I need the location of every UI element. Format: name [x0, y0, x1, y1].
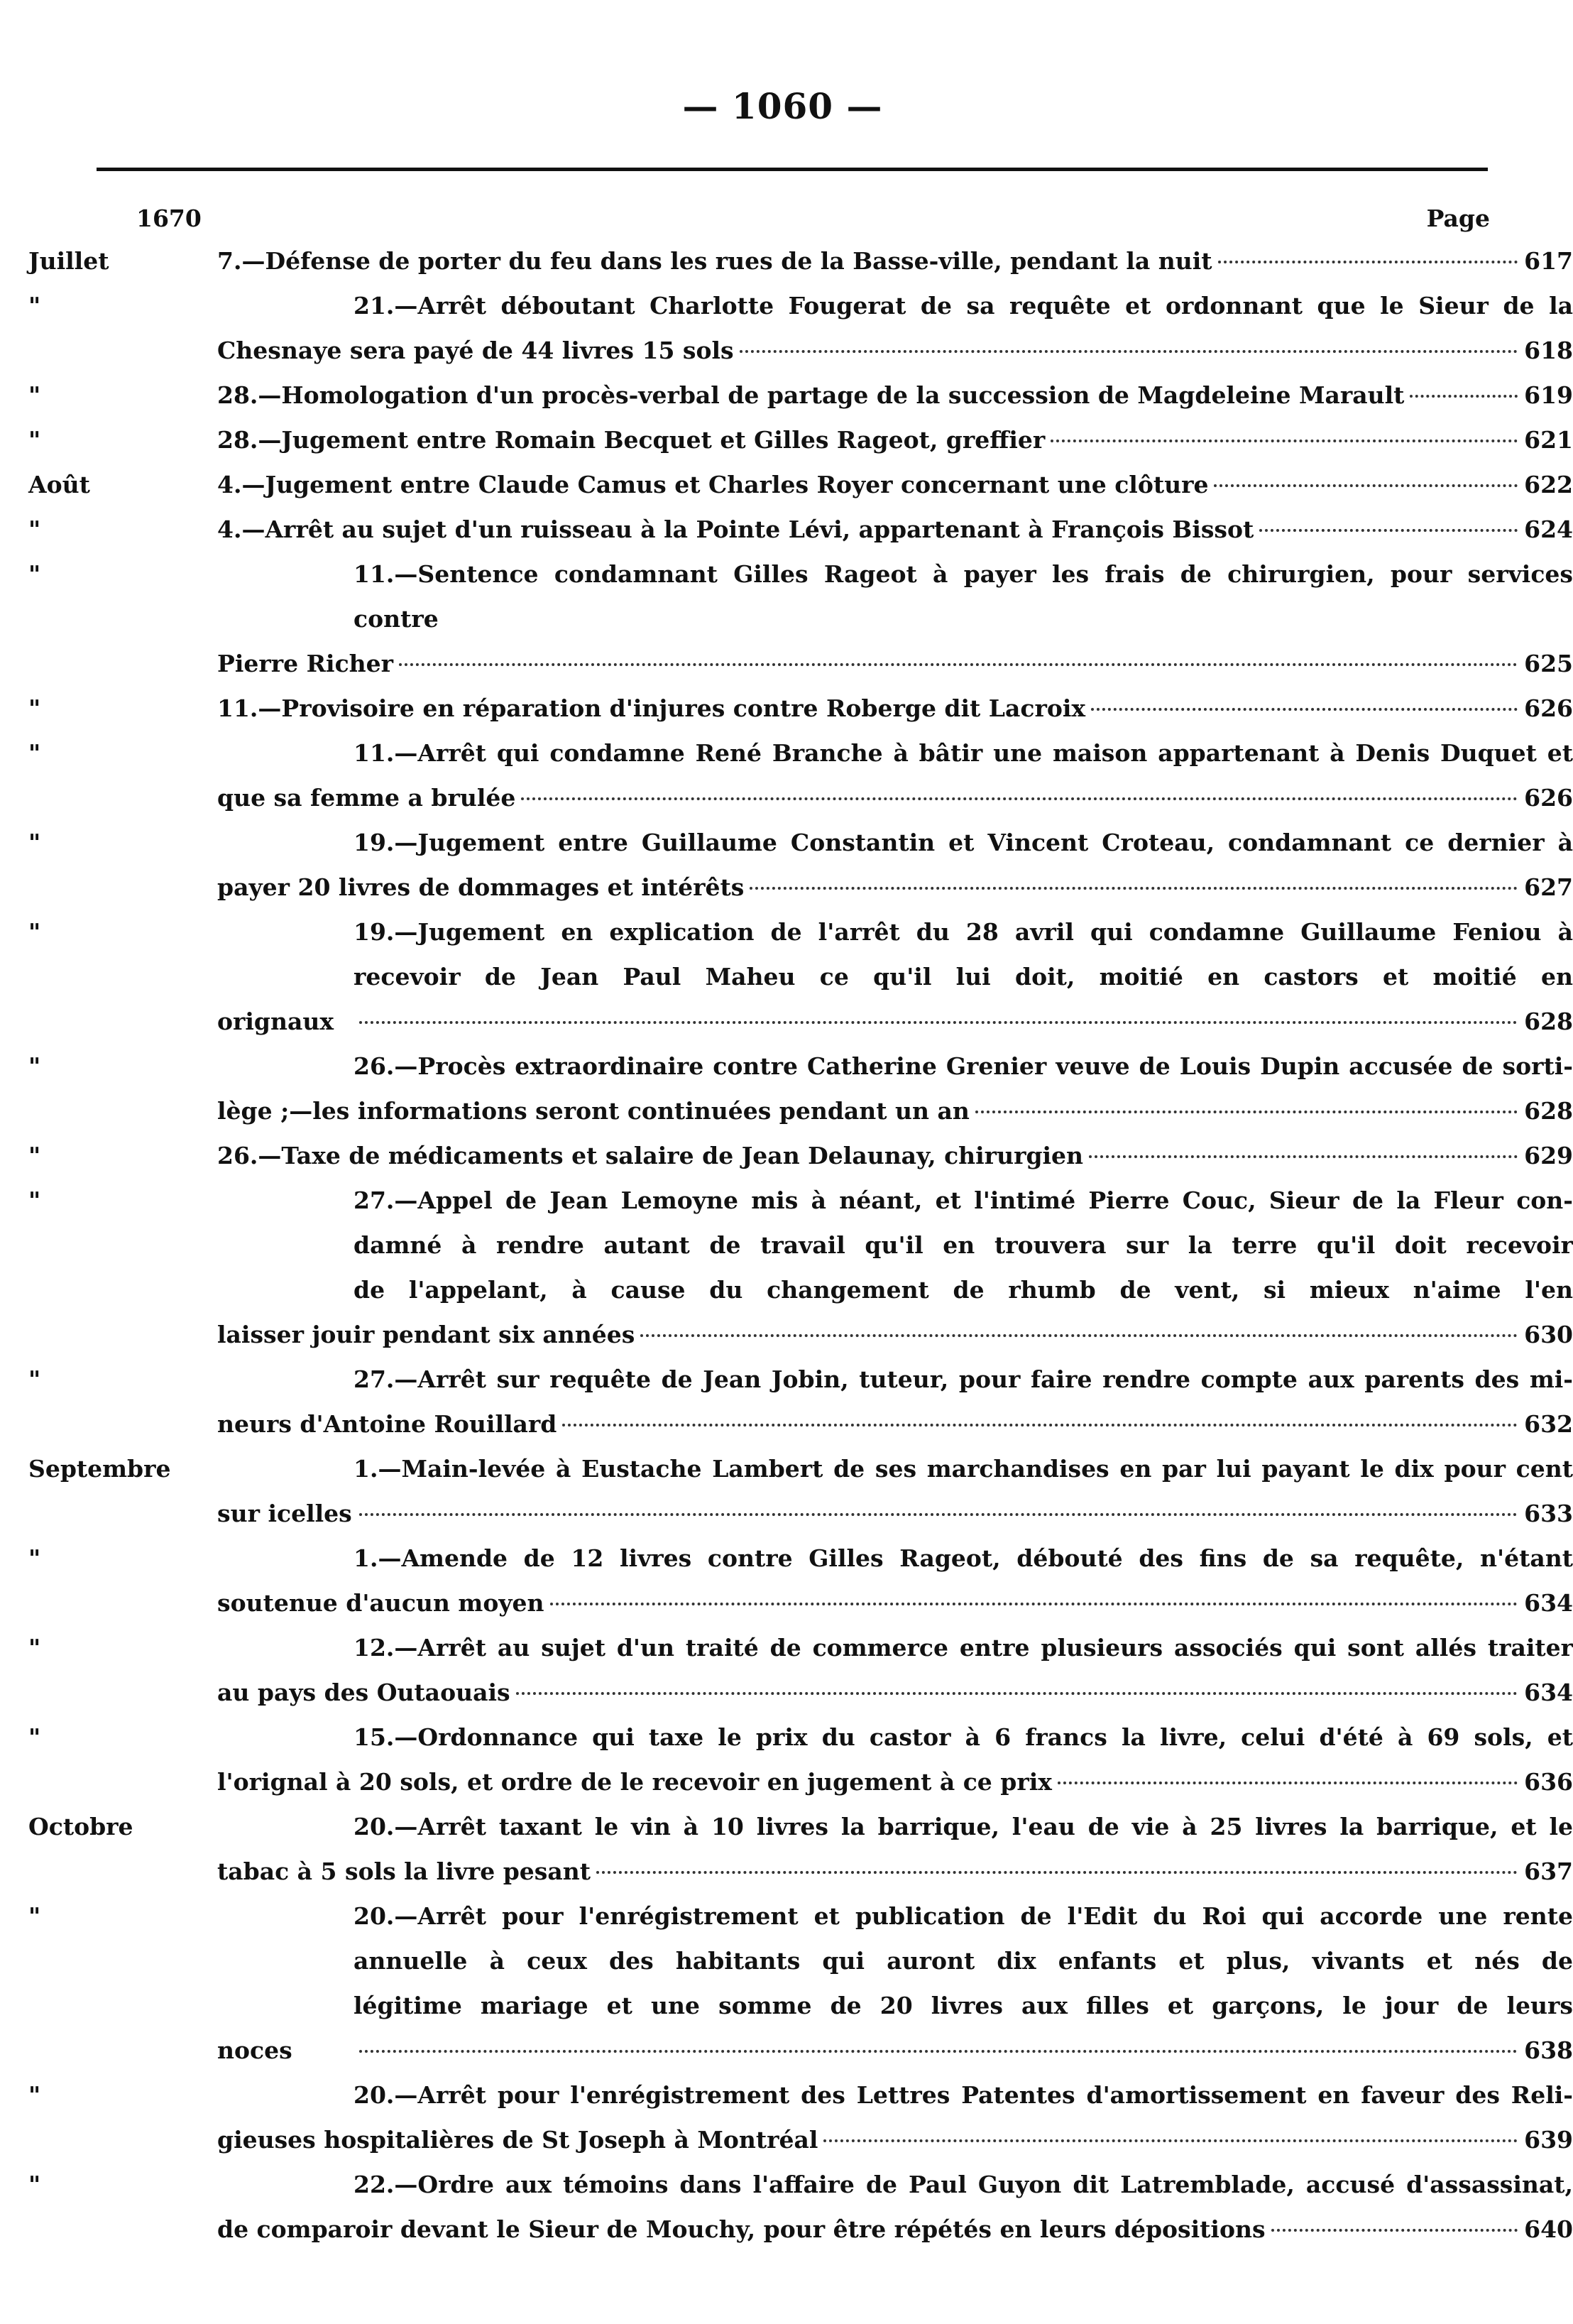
entry-line: 19.—Jugement entre Guillaume Constantin et Vincent Croteau, condamnant ce dernier à	[353, 829, 1573, 856]
entry-month: "	[28, 1544, 41, 1572]
entry-month: "	[28, 426, 41, 454]
entry-page-number: 618	[1524, 337, 1573, 364]
entry-last-line	[217, 865, 1573, 910]
entry-text	[217, 731, 1573, 820]
entry-row	[0, 239, 1573, 283]
entry-line: 1.—Amende de 12 livres contre Gilles Rageot, débouté des fins de sa requête, n'étant	[353, 1544, 1573, 1572]
entry-last-line	[217, 1849, 1573, 1894]
page-column-heading: Page	[1426, 204, 1490, 232]
entry-page-number: 619	[1524, 381, 1573, 409]
entry-row	[0, 1357, 1573, 1446]
entry-month: "	[28, 694, 41, 722]
entry-row	[0, 1804, 1573, 1894]
entry-row	[0, 373, 1573, 418]
entry-row	[0, 1625, 1573, 1715]
entry-page-number: 622	[1524, 471, 1573, 498]
dot-leader	[359, 1513, 1518, 1516]
entry-page-number: 626	[1524, 694, 1573, 722]
dot-leader	[1214, 484, 1518, 487]
entry-text	[217, 1178, 1573, 1357]
entry-text	[217, 552, 1573, 686]
entry-line: Pierre Richer	[217, 650, 394, 677]
entry-last-line	[217, 462, 1573, 507]
entry-month: "	[28, 1052, 41, 1080]
entry-text	[217, 820, 1573, 910]
entry-month: "	[28, 2081, 41, 2109]
dot-leader	[823, 2139, 1518, 2142]
dot-leader	[562, 1424, 1518, 1426]
entry-page-number: 636	[1524, 1768, 1573, 1796]
entry-page-number: 624	[1524, 515, 1573, 543]
entry-line: lège ;—les informations seront continuées pendant un an	[217, 1097, 970, 1125]
entry-page-number: 634	[1524, 1589, 1573, 1617]
dot-leader	[399, 663, 1518, 666]
entry-page-number: 637	[1524, 1857, 1573, 1885]
entry-month: "	[28, 381, 41, 409]
entry-line: 28.—Homologation d'un procès-verbal de partage de la succession de Magdeleine Marault	[217, 381, 1405, 409]
entry-line: 11.—Provisoire en réparation d'injures contre Roberge dit Lacroix	[217, 694, 1086, 722]
entry-last-line	[217, 1402, 1573, 1446]
dot-leader	[550, 1603, 1518, 1605]
entry-last-line	[217, 1760, 1573, 1804]
entry-last-line	[217, 1312, 1573, 1357]
entry-line: 12.—Arrêt au sujet d'un traité de commerce entre plusieurs associés qui sont allés traiter	[353, 1634, 1573, 1662]
entry-month: "	[28, 918, 41, 946]
dot-leader	[1058, 1782, 1518, 1784]
entry-line: légitime mariage et une somme de 20 livres aux filles et garçons, le jour de leurs	[353, 1992, 1573, 2019]
dot-leader	[1271, 2229, 1518, 2232]
entry-text	[217, 418, 1573, 462]
entry-line: annuelle à ceux des habitants qui auront dix enfants et plus, vivants et nés de	[353, 1947, 1573, 1975]
entry-page-number: 625	[1524, 650, 1573, 677]
entry-line: damné à rendre autant de travail qu'il en trouvera sur la terre qu'il doit recevoir	[353, 1231, 1573, 1259]
entry-page-number: 628	[1524, 1008, 1573, 1035]
dot-leader	[750, 887, 1518, 890]
entry-line: 11.—Sentence condamnant Gilles Rageot à payer les frais de chirurgien, pour services contre	[353, 560, 1573, 633]
entry-row	[0, 2162, 1573, 2252]
entry-page-number: 629	[1524, 1142, 1573, 1169]
entry-page-number: 617	[1524, 247, 1573, 275]
entry-text	[217, 1133, 1573, 1178]
dot-leader	[596, 1871, 1518, 1874]
entry-last-line	[217, 641, 1573, 686]
dot-leader	[1410, 395, 1518, 398]
dot-leader	[975, 1111, 1518, 1113]
entry-line: 28.—Jugement entre Romain Becquet et Gilles Rageot, greffier	[217, 426, 1046, 454]
entry-row	[0, 1536, 1573, 1625]
entry-line: 27.—Appel de Jean Lemoyne mis à néant, et l'intimé Pierre Couc, Sieur de la Fleur con-	[353, 1186, 1573, 1214]
header-rule	[97, 168, 1488, 171]
entry-page-number: 621	[1524, 426, 1573, 454]
dot-leader	[1091, 708, 1518, 711]
entry-last-line	[217, 775, 1573, 820]
entry-text	[217, 283, 1573, 373]
entry-text	[217, 686, 1573, 731]
entry-row	[0, 2073, 1573, 2162]
entry-month: "	[28, 1365, 41, 1393]
entry-row	[0, 462, 1573, 507]
entry-month: Octobre	[28, 1813, 133, 1840]
entry-text	[217, 1357, 1573, 1446]
entry-line: que sa femme a brulée	[217, 784, 516, 812]
entry-last-line	[217, 1133, 1573, 1178]
dot-leader	[1259, 529, 1518, 532]
entry-last-line	[217, 2207, 1573, 2252]
entry-line: 4.—Jugement entre Claude Camus et Charles Royer concernant une clôture	[217, 471, 1209, 498]
entry-text	[217, 910, 1573, 1044]
entry-text	[217, 1625, 1573, 1715]
entry-line: de comparoir devant le Sieur de Mouchy, pour être répétés en leurs dépositions	[217, 2215, 1266, 2243]
entry-month: Août	[28, 471, 90, 498]
entry-line: 20.—Arrêt taxant le vin à 10 livres la barrique, l'eau de vie à 25 livres la barrique, et le	[353, 1813, 1573, 1840]
entry-row	[0, 1178, 1573, 1357]
entry-row	[0, 910, 1573, 1044]
entry-line: recevoir de Jean Paul Maheu ce qu'il lui doit, moitié en castors et moitié en	[353, 963, 1573, 991]
entry-month: "	[28, 1723, 41, 1751]
entry-row	[0, 686, 1573, 731]
entry-page-number: 638	[1524, 2036, 1573, 2064]
entry-row	[0, 418, 1573, 462]
entry-line: 26.—Taxe de médicaments et salaire de Jean Delaunay, chirurgien	[217, 1142, 1084, 1169]
entry-last-line	[217, 239, 1573, 283]
entry-text	[217, 1536, 1573, 1625]
entry-line: 26.—Procès extraordinaire contre Catherine Grenier veuve de Louis Dupin accusée de sorti-	[353, 1052, 1573, 1080]
entry-line: soutenue d'aucun moyen	[217, 1589, 544, 1617]
entry-month: Juillet	[28, 247, 109, 275]
entry-text	[217, 1894, 1573, 2073]
entry-line: 1.—Main-levée à Eustache Lambert de ses marchandises en par lui payant le dix pour cent	[353, 1455, 1573, 1483]
entry-line: 4.—Arrêt au sujet d'un ruisseau à la Pointe Lévi, appartenant à François Bissot	[217, 515, 1254, 543]
entry-text	[217, 1715, 1573, 1804]
dot-leader	[1218, 261, 1518, 263]
dot-leader	[740, 350, 1518, 353]
entry-month: "	[28, 560, 41, 588]
year-heading: 1670	[136, 204, 202, 232]
entry-text	[217, 239, 1573, 283]
entry-line: 22.—Ordre aux témoins dans l'affaire de Paul Guyon dit Latremblade, accusé d'assassinat,	[353, 2171, 1573, 2198]
entry-text	[217, 1446, 1573, 1536]
entry-row	[0, 1044, 1573, 1133]
entry-page-number: 634	[1524, 1679, 1573, 1706]
entry-text	[217, 2162, 1573, 2252]
entry-page-number: 630	[1524, 1321, 1573, 1348]
entry-month: "	[28, 2171, 41, 2198]
entry-month: "	[28, 1634, 41, 1662]
entry-text	[217, 462, 1573, 507]
entry-text	[217, 1804, 1573, 1894]
entry-line: tabac à 5 sols la livre pesant	[217, 1857, 591, 1885]
dot-leader	[1089, 1155, 1518, 1158]
entry-line: payer 20 livres de dommages et intérêts	[217, 873, 745, 901]
entry-month: "	[28, 1142, 41, 1169]
entry-row	[0, 283, 1573, 373]
entry-text	[217, 1044, 1573, 1133]
entry-line: au pays des Outaouais	[217, 1679, 510, 1706]
entry-month: "	[28, 1186, 41, 1214]
entry-last-line	[217, 686, 1573, 731]
entry-line: 11.—Arrêt qui condamne René Branche à bâtir une maison appartenant à Denis Duquet et	[353, 739, 1573, 767]
entry-last-line	[217, 1670, 1573, 1715]
entry-month: "	[28, 739, 41, 767]
entry-line: 27.—Arrêt sur requête de Jean Jobin, tuteur, pour faire rendre compte aux parents des mi-	[353, 1365, 1573, 1393]
entry-row	[0, 507, 1573, 552]
entry-last-line	[217, 1581, 1573, 1625]
dot-leader	[516, 1692, 1518, 1695]
dot-leader	[359, 1021, 1518, 1024]
entry-line: 19.—Jugement en explication de l'arrêt du 28 avril qui condamne Guillaume Feniou à	[353, 918, 1573, 946]
entry-line: 7.—Défense de porter du feu dans les rues de la Basse-ville, pendant la nuit	[217, 247, 1212, 275]
page-number: — 1060 —	[682, 85, 883, 127]
entry-page-number: 633	[1524, 1500, 1573, 1527]
entry-text	[217, 373, 1573, 418]
entry-line: 20.—Arrêt pour l'enrégistrement et publication de l'Edit du Roi qui accorde une rente	[353, 1902, 1573, 1930]
entry-row	[0, 820, 1573, 910]
entry-row	[0, 731, 1573, 820]
entry-line: l'orignal à 20 sols, et ordre de le recevoir en jugement à ce prix	[217, 1768, 1052, 1796]
entry-row	[0, 1133, 1573, 1178]
dot-leader	[640, 1334, 1518, 1337]
entry-page-number: 626	[1524, 784, 1573, 812]
entry-last-line	[217, 418, 1573, 462]
entry-line: neurs d'Antoine Rouillard	[217, 1410, 557, 1438]
entry-last-line	[217, 1089, 1573, 1133]
entry-month: Septembre	[28, 1455, 171, 1483]
register-entries	[0, 239, 1573, 2252]
entry-text	[217, 507, 1573, 552]
entry-page-number: 628	[1524, 1097, 1573, 1125]
entry-page-number: 639	[1524, 2126, 1573, 2154]
entry-last-line	[217, 328, 1573, 373]
entry-last-line	[217, 2117, 1573, 2162]
entry-row	[0, 1446, 1573, 1536]
entry-text	[217, 2073, 1573, 2162]
entry-row	[0, 1894, 1573, 2073]
entry-last-line: sur icelles 633	[353, 1491, 1573, 1536]
entry-line: laisser jouir pendant six années	[217, 1321, 635, 1348]
entry-month: "	[28, 515, 41, 543]
entry-line: 20.—Arrêt pour l'enrégistrement des Lettres Patentes d'amortissement en faveur des Reli-	[353, 2081, 1573, 2109]
entry-line: 15.—Ordonnance qui taxe le prix du castor à 6 francs la livre, celui d'été à 69 sols, et	[353, 1723, 1573, 1751]
entry-last-line: orignaux 628	[353, 999, 1573, 1044]
entry-month: "	[28, 292, 41, 320]
entry-line: Chesnaye sera payé de 44 livres 15 sols	[217, 337, 734, 364]
entry-last-line	[217, 507, 1573, 552]
entry-line: gieuses hospitalières de St Joseph à Montréal	[217, 2126, 818, 2154]
dot-leader	[1051, 440, 1518, 442]
entry-line: de l'appelant, à cause du changement de rhumb de vent, si mieux n'aime l'en	[353, 1276, 1573, 1304]
dot-leader	[359, 2050, 1518, 2053]
entry-month: "	[28, 1902, 41, 1930]
dot-leader	[521, 797, 1518, 800]
entry-page-number: 632	[1524, 1410, 1573, 1438]
entry-line: 21.—Arrêt déboutant Charlotte Fougerat de sa requête et ordonnant que le Sieur de la	[353, 292, 1573, 320]
entry-row	[0, 552, 1573, 686]
entry-last-line: noces 638	[353, 2028, 1573, 2073]
entry-row	[0, 1715, 1573, 1804]
entry-last-line	[217, 373, 1573, 418]
entry-page-number: 627	[1524, 873, 1573, 901]
entry-page-number: 640	[1524, 2215, 1573, 2243]
entry-month: "	[28, 829, 41, 856]
